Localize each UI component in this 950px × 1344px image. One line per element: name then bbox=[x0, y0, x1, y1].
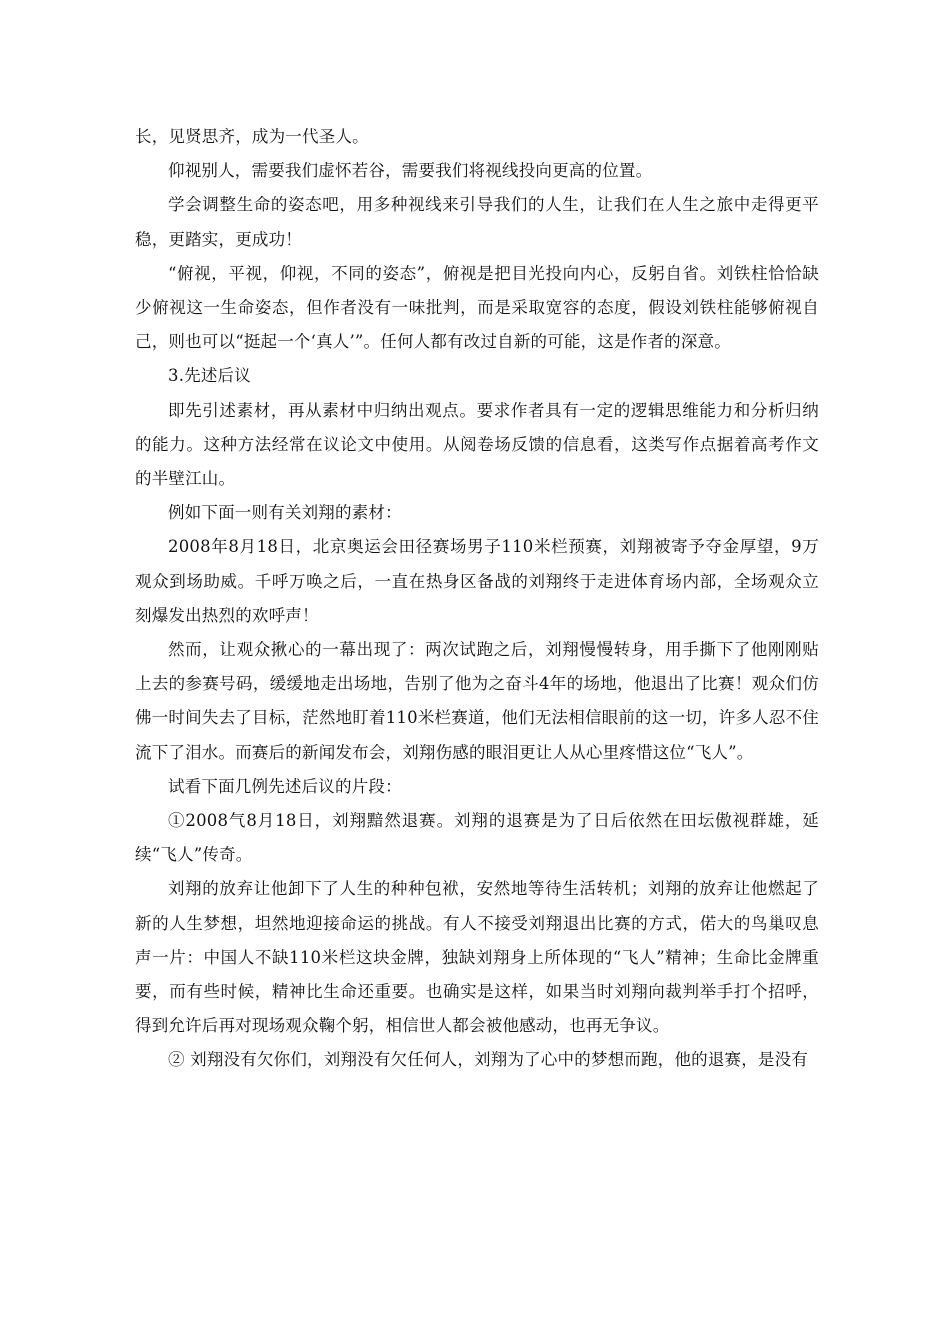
section-heading: 3.先述后议 bbox=[168, 366, 251, 386]
paragraph-continued: 长，见贤思齐，成为一代圣人。 bbox=[135, 127, 369, 146]
paragraph-material-1: 2008年8月18日，北京奥运会田径赛场男子110米栏预赛，刘翔被寄予夺金厚望，9万观众到场助威。千呼万唤之后，一直在热身区备战的刘翔终于走进体育场内部，全场观众立刻爆发出热烈的欢呼声！ bbox=[135, 537, 819, 625]
paragraph-example-intro: 例如下面一则有关刘翔的素材： bbox=[168, 503, 402, 523]
paragraph-look-up: 仰视别人，需要我们虚怀若谷，需要我们将视线投向更高的位置。 bbox=[168, 161, 653, 181]
paragraph-fragments-intro: 试看下面几例先述后议的片段： bbox=[168, 776, 402, 796]
paragraph-method: 即先引述素材，再从素材中归纳出观点。要求作者具有一定的逻辑思维能力和分析归纳的能力。这种方法经常在议论文中使用。从阅卷场反馈的信息看，这类写作点据着高考作文的半壁江山。 bbox=[135, 400, 819, 489]
body-text bbox=[135, 120, 819, 1078]
paragraph-material-2: 然而，让观众揪心的一幕出现了：两次试跑之后，刘翔慢慢转身，用手撕下了他刚刚贴上去的参赛号码，缓缓地走出场地，告别了他为之奋斗4年的场地，他退出了比赛！观众们仿佛一时间失去了目标，茫然地盯着110米栏赛道，他们无法相信眼前的这一切，许多人忍不住流下了泪水。而赛后的新闻发布会，刘翔伤感的眼泪更让人从心里疼惜这位“飞人”。 bbox=[135, 640, 819, 762]
paragraph-fragment-1-cont: 刘翔的放弃让他卸下了人生的种种包袱，安然地等待生活转机；刘翔的放弃让他燃起了新的人生梦想，坦然地迎接命运的挑战。有人不接受刘翔退出比赛的方式，偌大的鸟巢叹息声一片：中国人不缺110米栏这块金牌，独缺刘翔身上所体现的“飞人”精神；生命比金牌重要，而有些时候，精神比生命还重要。也确实是这样，如果当时刘翔向裁判举手打个招呼，得到允许后再对现场观众鞠个躬，相信世人都会被他感动，也再无争议。 bbox=[135, 879, 819, 1036]
paragraph-adjust-posture: 学会调整生命的姿态吧，用多种视线来引导我们的人生，让我们在人生之旅中走得更平稳，更踏实，更成功！ bbox=[135, 195, 819, 249]
paragraph-fragment-2: ② 刘翔没有欠你们，刘翔没有欠任何人，刘翔为了心中的梦想而跑，他的退赛，是没有 bbox=[168, 1050, 809, 1070]
paragraph-fragment-1: ①2008气8月18日，刘翔黯然退赛。刘翔的退赛是为了日后依然在田坛傲视群雄，延续“飞人”传奇。 bbox=[135, 811, 819, 865]
paragraph-commentary: “俯视，平视，仰视，不同的姿态”，俯视是把目光投向内心，反躬自省。刘铁柱恰恰缺少俯视这一生命姿态，但作者没有一味批判，而是采取宽容的态度，假设刘铁柱能够俯视自己，则也可以“挺起一个‘真人’”。任何人都有改过自新的可能，这是作者的深意。 bbox=[135, 263, 819, 352]
